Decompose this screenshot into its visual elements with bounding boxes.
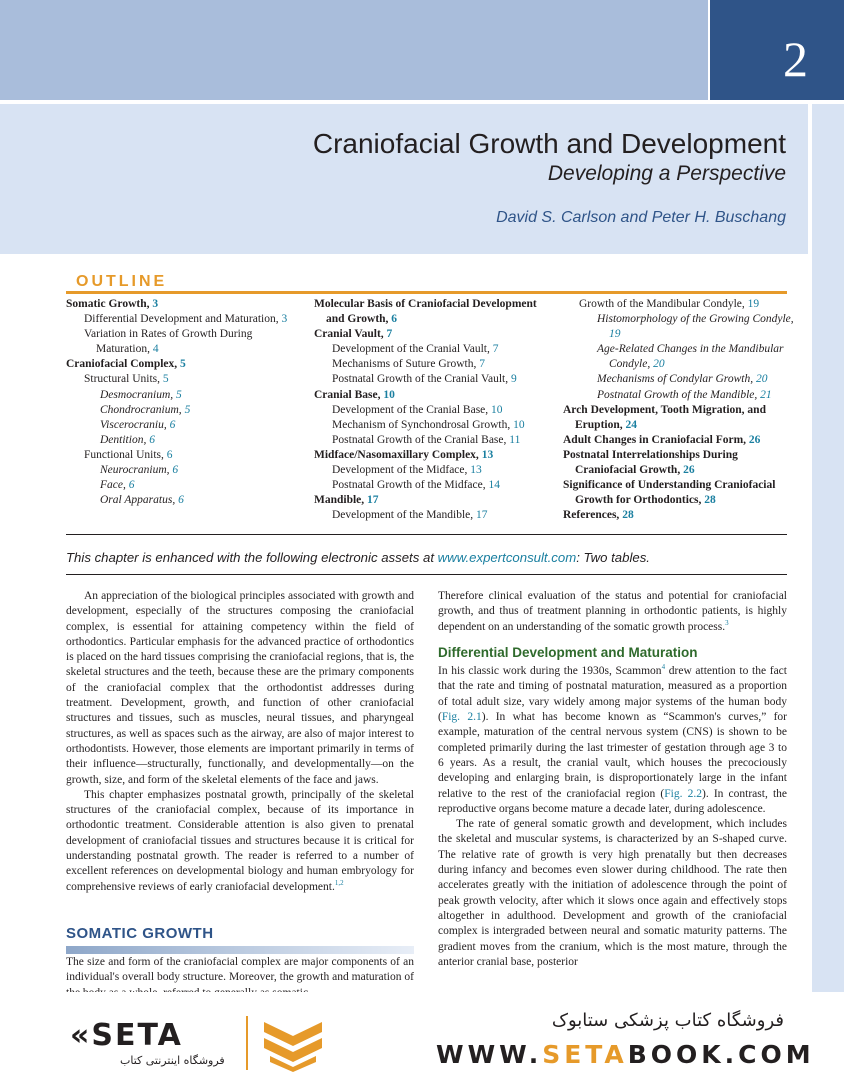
- outline-item-text: Structural Units,: [84, 373, 163, 386]
- outline-item[interactable]: [66, 478, 301, 493]
- outline-item-page: 9: [510, 373, 517, 386]
- outline-item-page: 6: [172, 464, 179, 477]
- chapter-authors: David S. Carlson and Peter H. Buschang: [496, 209, 786, 226]
- somatic-paragraph: The size and form of the craniofacial complex are major components of an individual's overall body structure. Moreover, the growth and maturation of: [66, 956, 414, 984]
- outline-item[interactable]: [314, 448, 554, 463]
- outline-item-page: 20: [755, 373, 768, 386]
- intro-paragraph-2: [66, 788, 414, 895]
- outline-item-page: 13: [470, 464, 482, 477]
- citation-1-2[interactable]: 1,2: [334, 878, 344, 887]
- outline-item[interactable]: [66, 357, 301, 372]
- outline-item[interactable]: [563, 433, 795, 448]
- side-strip: [812, 104, 844, 1004]
- chapter-title: Craniofacial Growth and Development: [312, 128, 786, 159]
- outline-item-text: Desmocranium,: [100, 388, 177, 401]
- outline-item[interactable]: [66, 403, 301, 418]
- outline-item-page: 28: [704, 494, 716, 507]
- outline-item[interactable]: [66, 418, 301, 433]
- outline-item[interactable]: [563, 508, 795, 523]
- outline-item-page: 11: [509, 433, 521, 446]
- outline-item-text: Growth of the Mandibular Condyle,: [579, 298, 748, 310]
- outline-item-page: 20: [653, 358, 665, 371]
- right-paragraph-2-a: In his classic work during the 1930s, Scammon: [438, 665, 662, 678]
- chapter-number-box: [710, 0, 844, 100]
- outline-item[interactable]: [66, 327, 301, 357]
- outline-item-page: 19: [609, 328, 621, 341]
- outline-item-page: 5: [184, 403, 191, 416]
- outline-item-page: 26: [683, 464, 695, 477]
- outline-item-text: Chondrocranium,: [100, 403, 185, 416]
- outline-item-text: Mandible,: [314, 494, 368, 507]
- outline-item-page: 4: [152, 343, 159, 356]
- right-paragraph-2: [438, 664, 787, 817]
- store-url-suffix: BOOK.COM: [627, 1040, 815, 1069]
- outline-item-text: Variation in Rates of Growth During Maturation,: [84, 328, 253, 356]
- body-right-column: [438, 589, 787, 970]
- electronic-assets-note: [66, 550, 786, 565]
- outline-item[interactable]: [563, 388, 795, 403]
- outline-column-1: [66, 297, 301, 508]
- section-heading-somatic-growth: SOMATIC GROWTH: [66, 925, 214, 942]
- outline-item-text: Age-Related Changes in the Mandibular Condyle,: [597, 343, 784, 371]
- outline-item[interactable]: [563, 297, 795, 312]
- outline-column-2: [314, 297, 554, 523]
- outline-item[interactable]: [563, 478, 795, 508]
- figure-2-2-link[interactable]: Fig. 2.2: [664, 787, 702, 800]
- outline-item-page: 6: [178, 494, 184, 507]
- outline-item-page: 5: [180, 358, 186, 371]
- outline-item[interactable]: [314, 478, 554, 493]
- outline-item-text: Arch Development, Tooth Migration, and Eruption,: [563, 403, 766, 431]
- outline-item-text: Oral Apparatus,: [100, 494, 179, 507]
- outline-item-page: 28: [622, 509, 634, 522]
- outline-item[interactable]: [314, 493, 554, 508]
- outline-item-text: Development of the Cranial Base,: [332, 403, 492, 416]
- outline-item-page: 19: [747, 298, 760, 310]
- intro-paragraph-2-text: This chapter emphasizes postnatal growth, principally of the skeletal structures of the craniofacial complex, because of its importance in orthodontic treatment. Considerable attention is also given to prenatal development of craniofacial tissues and structures because it is critical for understanding postnatal growth. The reader is referred to a number of excellent references on developmental biology and human embryology for comprehensive reviews of early craniofacial development.: [66, 788, 414, 893]
- outline-item-text: Postnatal Growth of the Cranial Vault,: [332, 373, 511, 386]
- outline-item-text: References,: [563, 509, 623, 522]
- outline-item[interactable]: [314, 418, 554, 433]
- outline-item-text: Development of the Midface,: [332, 464, 471, 477]
- outline-item-page: 7: [492, 343, 499, 356]
- outline-item[interactable]: [563, 448, 795, 478]
- outline-item[interactable]: [314, 297, 554, 327]
- outline-item-page: 24: [625, 418, 637, 431]
- outline-item-page: 14: [488, 479, 500, 492]
- outline-item[interactable]: [314, 342, 554, 357]
- outline-item-page: 6: [128, 479, 135, 492]
- outline-item-text: Mechanisms of Condylar Growth,: [597, 373, 756, 386]
- assets-rule: [66, 574, 787, 575]
- outline-item-text: Postnatal Growth of the Mandible,: [597, 388, 761, 401]
- outline-item-text: Adult Changes in Craniofacial Form,: [563, 433, 749, 446]
- outline-item[interactable]: [66, 463, 301, 478]
- outline-item[interactable]: [314, 463, 554, 478]
- store-url[interactable]: [436, 1040, 815, 1069]
- outline-item-text: Cranial Vault,: [314, 328, 387, 341]
- outline-item[interactable]: [66, 297, 301, 312]
- section-heading-rule: [66, 946, 414, 954]
- outline-item-text: Craniofacial Complex,: [66, 358, 181, 371]
- outline-item[interactable]: [66, 312, 301, 327]
- citation-3[interactable]: 3: [725, 618, 729, 627]
- outline-item[interactable]: [314, 508, 554, 523]
- outline-item-page: 13: [481, 448, 494, 461]
- outline-label: OUTLINE: [76, 273, 168, 290]
- outline-item[interactable]: [563, 403, 795, 433]
- outline-item-page: 17: [367, 494, 379, 507]
- outline-item[interactable]: [66, 388, 301, 403]
- outline-item-page: 7: [479, 358, 485, 371]
- outline-item-page: 3: [281, 313, 288, 326]
- chapter-number: 2: [783, 31, 808, 87]
- outline-item-page: 6: [169, 418, 176, 431]
- outline-item[interactable]: [314, 327, 554, 342]
- seta-logo-word: «SETA: [70, 1018, 183, 1053]
- outline-item[interactable]: [563, 342, 795, 372]
- outline-item-text: Cranial Base,: [314, 388, 384, 401]
- outline-item-page: 6: [391, 313, 398, 326]
- outline-item[interactable]: [66, 448, 301, 463]
- outline-item-page: 26: [748, 433, 761, 446]
- right-paragraph-2-c: ). In what has become known as “Scammon's curves,” for example, maturation of the central nervous system (CNS) is shown to be completed primarily during the last trimester of gestation through age 3 to 6 years. As a result, the cranial vault, which houses the precociously developing and enlarging brain, is disproportionately large in the infant relative to the rest of the craniofacial region (: [438, 711, 787, 800]
- seta-logo: [70, 1018, 240, 1066]
- figure-2-1-link[interactable]: Fig. 2.1: [441, 711, 482, 724]
- citation-4[interactable]: 4: [661, 663, 666, 672]
- outline-bottom-rule: [66, 534, 787, 535]
- outline-item[interactable]: [563, 372, 795, 387]
- outline-item[interactable]: [314, 433, 554, 448]
- outline-item-text: Neurocranium,: [100, 464, 173, 477]
- seta-logo-subtitle: فروشگاه اینترنتی کتاب: [120, 1054, 225, 1067]
- outline-item[interactable]: [563, 312, 795, 342]
- outline-item-text: Histomorphology of the Growing Condyle,: [597, 313, 794, 326]
- outline-item-text: Midface/Nasomaxillary Complex,: [314, 448, 482, 461]
- outline-item-page: 10: [383, 388, 395, 401]
- header-top-band: [0, 0, 708, 100]
- assets-note-after: : Two tables.: [576, 550, 650, 565]
- right-paragraph-2-d: ). In contrast, the reproductive organs become mature a decade later, during adolescence.: [438, 787, 787, 815]
- outline-item[interactable]: [66, 433, 301, 448]
- outline-item-text: Differential Development and Maturation,: [84, 313, 282, 326]
- outline-item-text: Development of the Cranial Vault,: [332, 343, 493, 356]
- outline-item-text: Postnatal Interrelationships During Craniofacial Growth,: [563, 448, 738, 477]
- outline-column-3: [563, 297, 795, 523]
- outline-item[interactable]: [314, 403, 554, 418]
- chevron-stack-icon: [258, 1016, 328, 1072]
- outline-item-text: Somatic Growth,: [66, 298, 153, 310]
- outline-item-text: Mechanism of Synchondrosal Growth,: [332, 418, 514, 431]
- outline-item-page: 6: [166, 448, 173, 461]
- right-paragraph-3: The rate of general somatic growth and development, which includes the skeletal and muscular systems, is characterized by an S-shaped curve. The relative rate of growth is very high prenatally but then decreases during infancy and becomes even slower during childhood. The rate then accelerates greatly with the initiation of adolescence through the point of peak growth velocity, after which it slows once again and effectively stops altogether in adulthood. Development and growth of the craniofacial complex is intergraded between neural and somatic maturity patterns. The gradient moves from the cranium, which is the most mature, through the anterior cranial base, posterior: [438, 818, 787, 968]
- store-name: فروشگاه کتاب پزشکی ستابوک: [551, 1010, 784, 1031]
- outline-item-text: Postnatal Growth of the Midface,: [332, 479, 489, 492]
- outline-item-text: Face,: [100, 479, 129, 492]
- outline-item-page: 7: [386, 328, 393, 341]
- outline-item-text: Functional Units,: [84, 448, 167, 461]
- right-paragraph-1-text: Therefore clinical evaluation of the status and potential for craniofacial growth, and thus of treatment planning in orthodontic patients, is highly dependent on an understanding of the somatic growth process.: [438, 590, 787, 633]
- outline-item-page: 10: [513, 418, 525, 431]
- intro-paragraph-1: An appreciation of the biological principles associated with growth and development, especially of the structures composing the craniofacial complex, is essential for attaining competency within the field of orthodontics. Particular emphasis for the advanced practice of orthodontics is placed on the hard tissues comprising the craniofacial regions, that is, the skeletal structures and the teeth, because these are the primary components of the craniofacial complex that the orthodontist addresses during treatment. Development, growth, and function of other craniofacial structures and tissues, such as muscles, neural tissues, and pharyngeal structures, as well as spaces such as the airway, are also of major interest to orthodontists. However, those elements are important primarily in terms of their influence—structurally, functionally, and developmentally—on the growth, size, and form of the skeletal elements of the face and jaws.: [66, 590, 414, 786]
- expertconsult-link[interactable]: www.expertconsult.com: [437, 550, 577, 565]
- right-paragraph-1: [438, 589, 787, 635]
- outline-item-page: 17: [476, 509, 488, 522]
- body-left-column: [66, 589, 414, 895]
- store-url-prefix: WWW.: [436, 1040, 543, 1069]
- outline-item-text: Mechanisms of Suture Growth,: [332, 358, 480, 371]
- outline-rule: [66, 291, 787, 294]
- sub-heading-differential-development: Differential Development and Maturation: [438, 644, 698, 660]
- assets-note-before: This chapter is enhanced with the following electronic assets at: [66, 550, 438, 565]
- logo-separator: [246, 1016, 248, 1070]
- outline-item-text: Dentition,: [100, 433, 150, 446]
- outline-header: [66, 273, 787, 291]
- chapter-subtitle: Developing a Perspective: [547, 162, 786, 185]
- outline-item-text: Significance of Understanding Craniofacial Growth for Orthodontics,: [563, 479, 776, 507]
- outline-item-text: Viscerocraniu,: [100, 418, 170, 431]
- outline-item[interactable]: [314, 372, 554, 387]
- outline-item-page: 5: [162, 373, 169, 386]
- outline-item-page: 3: [152, 298, 159, 310]
- right-paragraph-2-b: drew attention to the fact that the rate and timing of postnatal maturation, measured as a proportion of total adult size, vary widely among major systems of the human body (: [438, 665, 787, 724]
- outline-item-text: Development of the Mandible,: [332, 509, 477, 522]
- outline-item-page: 5: [176, 388, 182, 401]
- outline-item-page: 21: [760, 388, 772, 401]
- outline-item-text: Postnatal Growth of the Cranial Base,: [332, 433, 510, 446]
- outline-item-text: Molecular Basis of Craniofacial Development and Growth,: [314, 298, 537, 326]
- outline-item[interactable]: [314, 388, 554, 403]
- store-url-accent: SETA: [542, 1040, 628, 1069]
- outline-item[interactable]: [314, 357, 554, 372]
- outline-item-page: 6: [149, 433, 155, 446]
- outline-item[interactable]: [66, 372, 301, 387]
- outline-item-page: 10: [491, 403, 503, 416]
- outline-item[interactable]: [66, 493, 301, 508]
